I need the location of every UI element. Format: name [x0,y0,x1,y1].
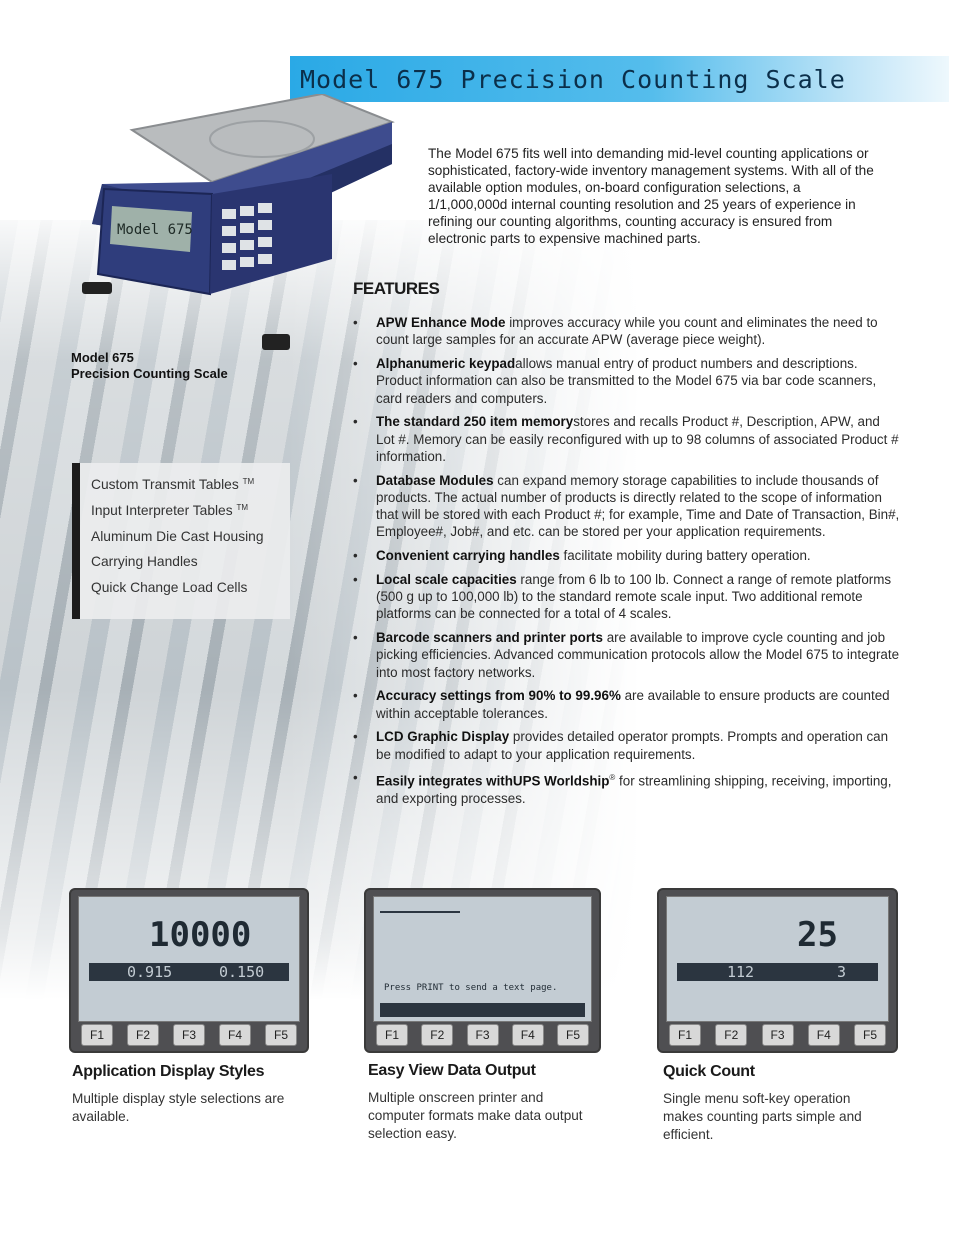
section-heading-data-output: Easy View Data Output [368,1062,536,1079]
feature-item [353,472,901,541]
f2-key[interactable]: F2 [715,1024,747,1046]
option-item: Input Interpreter Tables ™ [91,502,249,518]
section-text-data-output: Multiple onscreen printer and computer formats make data output selection easy. [368,1090,583,1141]
feature-title: Easily integrates withUPS Worldship [376,773,610,789]
lcd-sub-value-2: 3 [837,963,847,981]
f1-key[interactable]: F1 [669,1024,701,1046]
bullet-marker: • [353,688,358,704]
lcd-print-prompt: Press PRINT to send a text page. [384,983,558,993]
feature-item [353,728,901,763]
trademark-mark: TM [242,477,255,486]
bullet-marker: • [353,548,358,564]
f4-key[interactable]: F4 [512,1024,544,1046]
feature-text: improves accuracy while you count and eliminates the need to count large samples for an accurate APW (average piece weight). [376,315,878,348]
lcd-sub-value-1: 0.915 [127,963,173,981]
scale-product-image [62,94,398,356]
f1-key[interactable]: F1 [81,1024,113,1046]
bullet-marker: • [353,630,358,646]
feature-item [353,547,901,564]
lcd-main-count: 25 [797,915,838,955]
feature-text: can expand memory storage capabilities to include thousands of products. The actual number of products is directly related to the scope of information that will be stored with each Product #; for example, Time and Date of Transaction, Bin#, Employee#, Job#, and etc. can be stored per your application requirements. [376,472,900,540]
feature-title: Accuracy settings from 90% to 99.96% [376,688,621,704]
option-item: Custom Transmit Tables ™ [91,477,255,492]
feature-item [353,769,901,807]
features-heading: FEATURES [353,279,440,298]
feature-text: provides detailed operator prompts. Prompts and operation can be modified to adapt to your application requirements. [376,729,889,762]
f4-key[interactable]: F4 [219,1024,251,1046]
lcd-screen [78,896,300,1022]
intro-paragraph: The Model 675 fits well into demanding mid-level counting applications or sophisticated, factory-wide inventory management systems. With all of the available option modules, on-board configuration selections, a 1/1,000,000d internal counting resolution and 25 years of experience in refining our counting algorithms, counting accuracy is ensured from electronic parts to expensive machined parts. [428,146,874,246]
lcd-sub-value-2: 0.150 [219,963,265,981]
bullet-marker: • [353,355,358,371]
option-item: Quick Change Load Cells [91,580,248,596]
feature-item [353,314,901,349]
display-panel-quick-count [657,888,898,1053]
section-heading-quick-count: Quick Count [663,1063,755,1080]
section-heading-application-styles: Application Display Styles [72,1063,265,1080]
lcd-sub-value-1: 112 [727,963,755,981]
function-keys [669,1024,886,1046]
f3-key[interactable]: F3 [467,1024,499,1046]
feature-text: allows manual entry of product numbers and descriptions. Product information can also be transmitted to the Model 675 via bar code scanners, card readers and computers. [376,355,877,406]
feature-text: are available to improve cycle counting and job picking efficiencies. Advanced communication protocols allow the Model 675 to integrate into most factory networks. [376,630,900,680]
scale-lcd-text: Model 675 [117,222,193,238]
f2-key[interactable]: F2 [421,1024,453,1046]
feature-text: stores and recalls Product #, Description, APW, and Lot #. Memory can be easily reconfigured with up to 98 columns of associated Product # information. [376,414,899,464]
caption-line-description: Precision Counting Scale [71,366,228,381]
bullet-marker: • [353,770,358,786]
feature-title: APW Enhance Mode [376,315,506,330]
feature-text: for streamlining shipping, receiving, importing, and exporting processes. [376,773,892,807]
caption-line-model: Model 675 [71,350,134,365]
feature-text: facilitate mobility during battery operation. [559,548,811,564]
bullet-marker: • [353,472,358,488]
page-title: Model 675 Precision Counting Scale [300,65,846,94]
feature-item [353,571,901,623]
f5-key[interactable]: F5 [557,1024,589,1046]
option-item: Carrying Handles [91,554,198,570]
feature-title: Local scale capacities [376,571,517,587]
feature-item [353,413,901,465]
display-panel-application-styles [69,888,309,1053]
registered-mark: ® [609,773,616,783]
bullet-marker: • [353,571,358,587]
lcd-screen [373,896,592,1022]
feature-title: The standard 250 item memory [376,414,574,430]
section-text-application-styles: Multiple display style selections are available. [72,1091,285,1124]
image-caption [71,350,228,382]
f3-key[interactable]: F3 [762,1024,794,1046]
lcd-main-count: 10000 [149,915,252,955]
feature-text: range from 6 lb to 100 lb. Connect a range of remote platforms (500 g up to 100,000 lb) to the standard remote scale input. Two additional remote platforms can be connected for a total of 4 scales. [376,571,892,622]
display-panel-data-output [364,888,601,1053]
bullet-marker: • [353,414,358,430]
option-item: Aluminum Die Cast Housing [91,528,264,544]
bullet-marker: • [353,315,358,330]
sidebar-accent-stripe [72,463,80,619]
feature-text: are available to ensure products are counted within acceptable tolerances. [376,688,890,721]
feature-title: Convenient carrying handles [376,548,560,564]
feature-item [353,355,901,407]
feature-title: Database Modules [376,472,494,488]
f4-key[interactable]: F4 [808,1024,840,1046]
section-text-quick-count: Single menu soft-key operation makes counting parts simple and efficient. [663,1091,862,1142]
function-keys [81,1024,297,1046]
feature-item [353,629,901,681]
options-sidebar [72,463,290,619]
lcd-screen [666,896,889,1022]
feature-title: LCD Graphic Display [376,729,510,745]
f1-key[interactable]: F1 [376,1024,408,1046]
features-list [353,314,901,814]
feature-title: Barcode scanners and printer ports [376,630,603,646]
feature-title: Alphanumeric keypad [376,355,516,371]
f5-key[interactable]: F5 [854,1024,886,1046]
f2-key[interactable]: F2 [127,1024,159,1046]
function-keys [376,1024,589,1046]
bullet-marker: • [353,729,358,745]
feature-item [353,687,901,722]
trademark-mark: TM [236,502,249,512]
f5-key[interactable]: F5 [265,1024,297,1046]
f3-key[interactable]: F3 [173,1024,205,1046]
